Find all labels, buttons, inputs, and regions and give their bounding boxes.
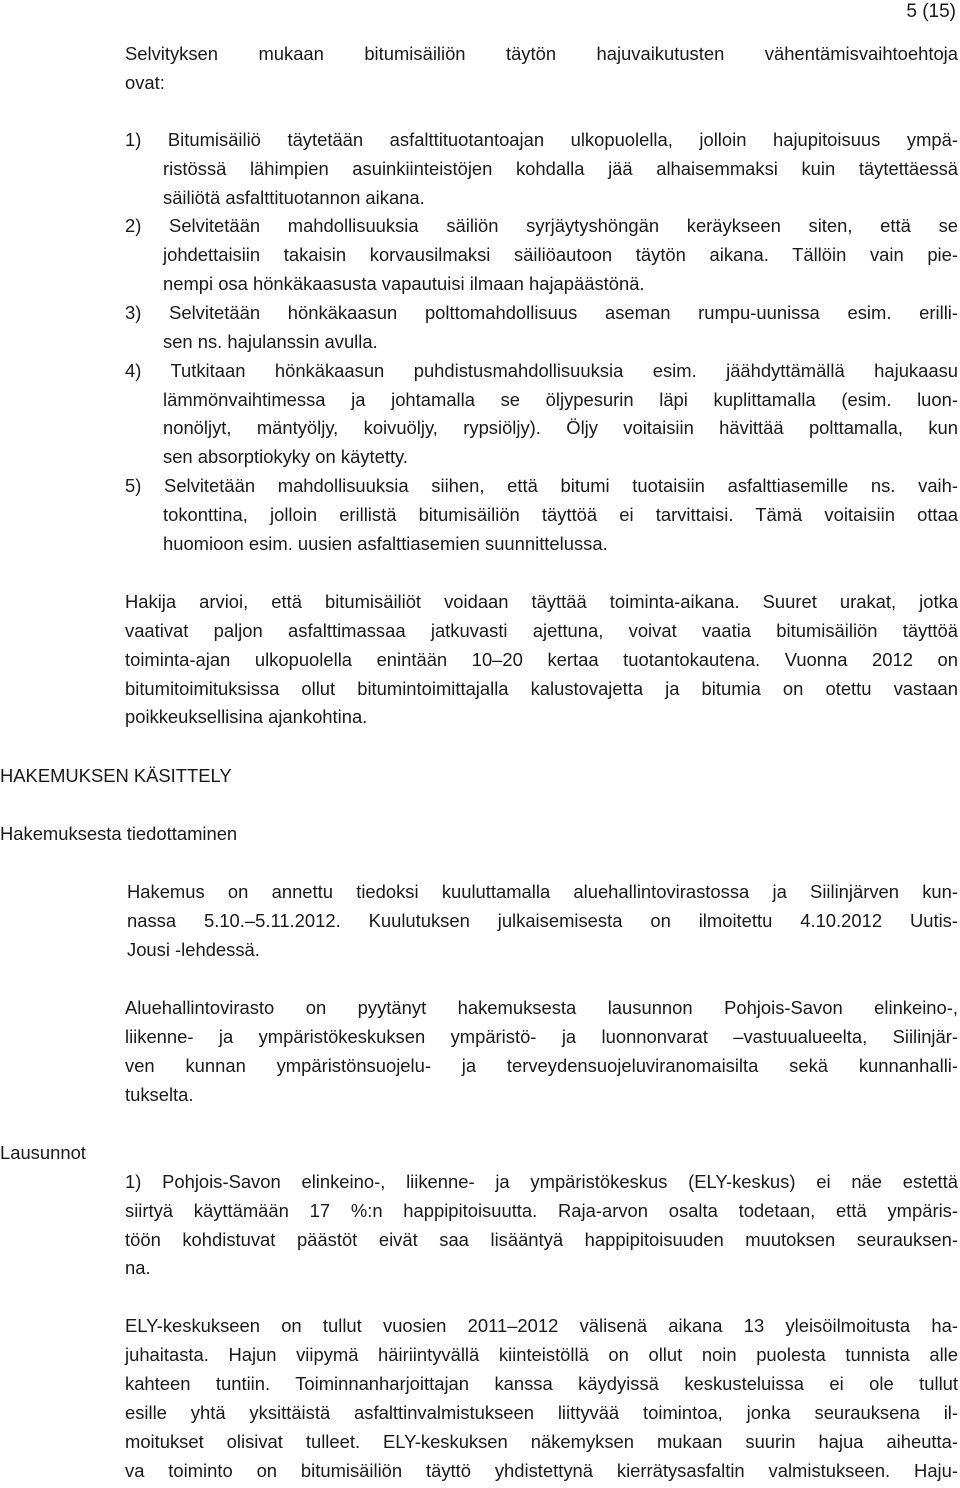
text-line: töön kohdistuvat päästöt eivät saa lisääntyä happipitoisuuden muutoksen seurauksen- [125, 1229, 958, 1250]
text-line: Jousi -lehdessä. [127, 939, 260, 960]
text-line: na. [125, 1257, 151, 1278]
text-line: 5) Selvitetään mahdollisuuksia siihen, että bitumi tuotaisiin asfalttiasemille ns. vaih- [125, 475, 958, 496]
text-line: ELY-keskukseen on tullut vuosien 2011–2012 välisenä aikana 13 yleisöilmoitusta ha- [125, 1315, 958, 1336]
text-line: Selvityksen mukaan bitumisäiliön täytön hajuvaikutusten vähentämisvaihtoehtoja [125, 43, 958, 64]
subsection-heading: Lausunnot [0, 1142, 86, 1163]
text-line: ven kunnan ympäristönsuojelu- ja terveydensuojeluviranomaisilta sekä kunnanhalli- [125, 1055, 958, 1076]
text-line: Hakija arvioi, että bitumisäiliöt voidaan täyttää toiminta-aikana. Suuret urakat, jotka [125, 591, 958, 612]
text-line: Hakemus on annettu tiedoksi kuuluttamalla aluehallintovirastossa ja Siilinjärven kun- [127, 881, 958, 902]
text-line: ovat: [125, 72, 165, 93]
text-line: kahteen tuntiin. Toiminnanharjoittajan kanssa käydyissä keskusteluissa ei ole tullut [125, 1373, 958, 1394]
text-line: nassa 5.10.–5.11.2012. Kuulutuksen julkaisemisesta on ilmoitettu 4.10.2012 Uutis- [127, 910, 958, 931]
text-line: siirtyä käyttämään 17 %:n happipitoisuutta. Raja-arvon osalta todetaan, että ympäris- [125, 1200, 958, 1221]
text-line: 2) Selvitetään mahdollisuuksia säiliön syrjäytyshöngän keräykseen siten, että se [125, 215, 958, 236]
text-line: 4) Tutkitaan hönkäkaasun puhdistusmahdollisuuksia esim. jäähdyttämällä hajukaasu [125, 360, 958, 381]
text-line: 3) Selvitetään hönkäkaasun polttomahdollisuus aseman rumpu-uunissa esim. erilli- [125, 302, 958, 323]
text-line: liikenne- ja ympäristökeskuksen ympäristö- ja luonnonvarat –vastuualueelta, Siilinjär- [125, 1026, 958, 1047]
text-line: bitumitoimituksissa ollut bitumintoimittajalla kalustovajetta ja bitumia on otettu vastaan [125, 678, 958, 699]
text-line: Aluehallintovirasto on pyytänyt hakemuksesta lausunnon Pohjois-Savon elinkeino-, [125, 997, 958, 1018]
text-line: 1) Pohjois-Savon elinkeino-, liikenne- ja ympäristökeskus (ELY-keskus) ei näe estettä [125, 1171, 958, 1192]
text-line: sen ns. hajulanssin avulla. [163, 331, 378, 352]
text-line: tukselta. [125, 1084, 194, 1105]
text-line: va toiminto on bitumisäiliön täyttö yhdistettynä kierrätysasfaltin valmistukseen. Haju- [125, 1460, 958, 1481]
text-line: nempi osa hönkäkaasusta vapautuisi ilmaan hajapäästönä. [163, 273, 645, 294]
text-line: moitukset olisivat tulleet. ELY-keskuksen näkemyksen mukaan suurin hajua aiheutta- [125, 1431, 958, 1452]
text-line: ristössä lähimpien asuinkiinteistöjen kohdalla jää alhaisemmaksi kuin täytettäessä [163, 158, 958, 179]
text-line: juhaitasta. Hajun viipymä häiriintyvällä kiinteistöllä on ollut noin puolesta tunnista alle [125, 1344, 958, 1365]
text-line: 1) Bitumisäiliö täytetään asfalttituotantoajan ulkopuolella, jolloin hajupitoisuus ympä- [125, 129, 958, 150]
subsection-heading: Hakemuksesta tiedottaminen [0, 823, 238, 844]
text-line: toiminta-ajan ulkopuolella enintään 10–20 kertaa tuotantokautena. Vuonna 2012 on [125, 649, 958, 670]
text-line: tokonttina, jolloin erillistä bitumisäiliön täyttöä ei tarvittaisi. Tämä voitaisiin ottaa [163, 504, 958, 525]
text-line: säiliötä asfalttituotannon aikana. [163, 187, 425, 208]
text-line: vaativat paljon asfalttimassaa jatkuvasti ajettuna, voivat vaatia bitumisäiliön täyttöä [125, 620, 958, 641]
text-line: nonöljyt, mäntyöljy, koivuöljy, rypsiöljy). Öljy voitaisiin hävittää polttamalla, kun [163, 417, 958, 438]
text-line: sen absorptiokyky on käytetty. [163, 446, 408, 467]
text-line: esille yhtä yksittäistä asfalttinvalmistukseen liittyvää toimintoa, jonka seurauksena il- [125, 1402, 958, 1423]
text-line: huomioon esim. uusien asfalttiasemien suunnittelussa. [163, 533, 608, 554]
text-line: johdettaisiin takaisin korvausilmaksi säiliöautoon täytön aikana. Tällöin vain pie- [163, 244, 958, 265]
text-line: lämmönvaihtimessa ja johtamalla se öljypesurin läpi kuplittamalla (esim. luon- [163, 389, 958, 410]
page-number: 5 (15) [906, 1, 956, 22]
section-heading: HAKEMUKSEN KÄSITTELY [0, 765, 232, 786]
text-line: poikkeuksellisina ajankohtina. [125, 706, 368, 727]
